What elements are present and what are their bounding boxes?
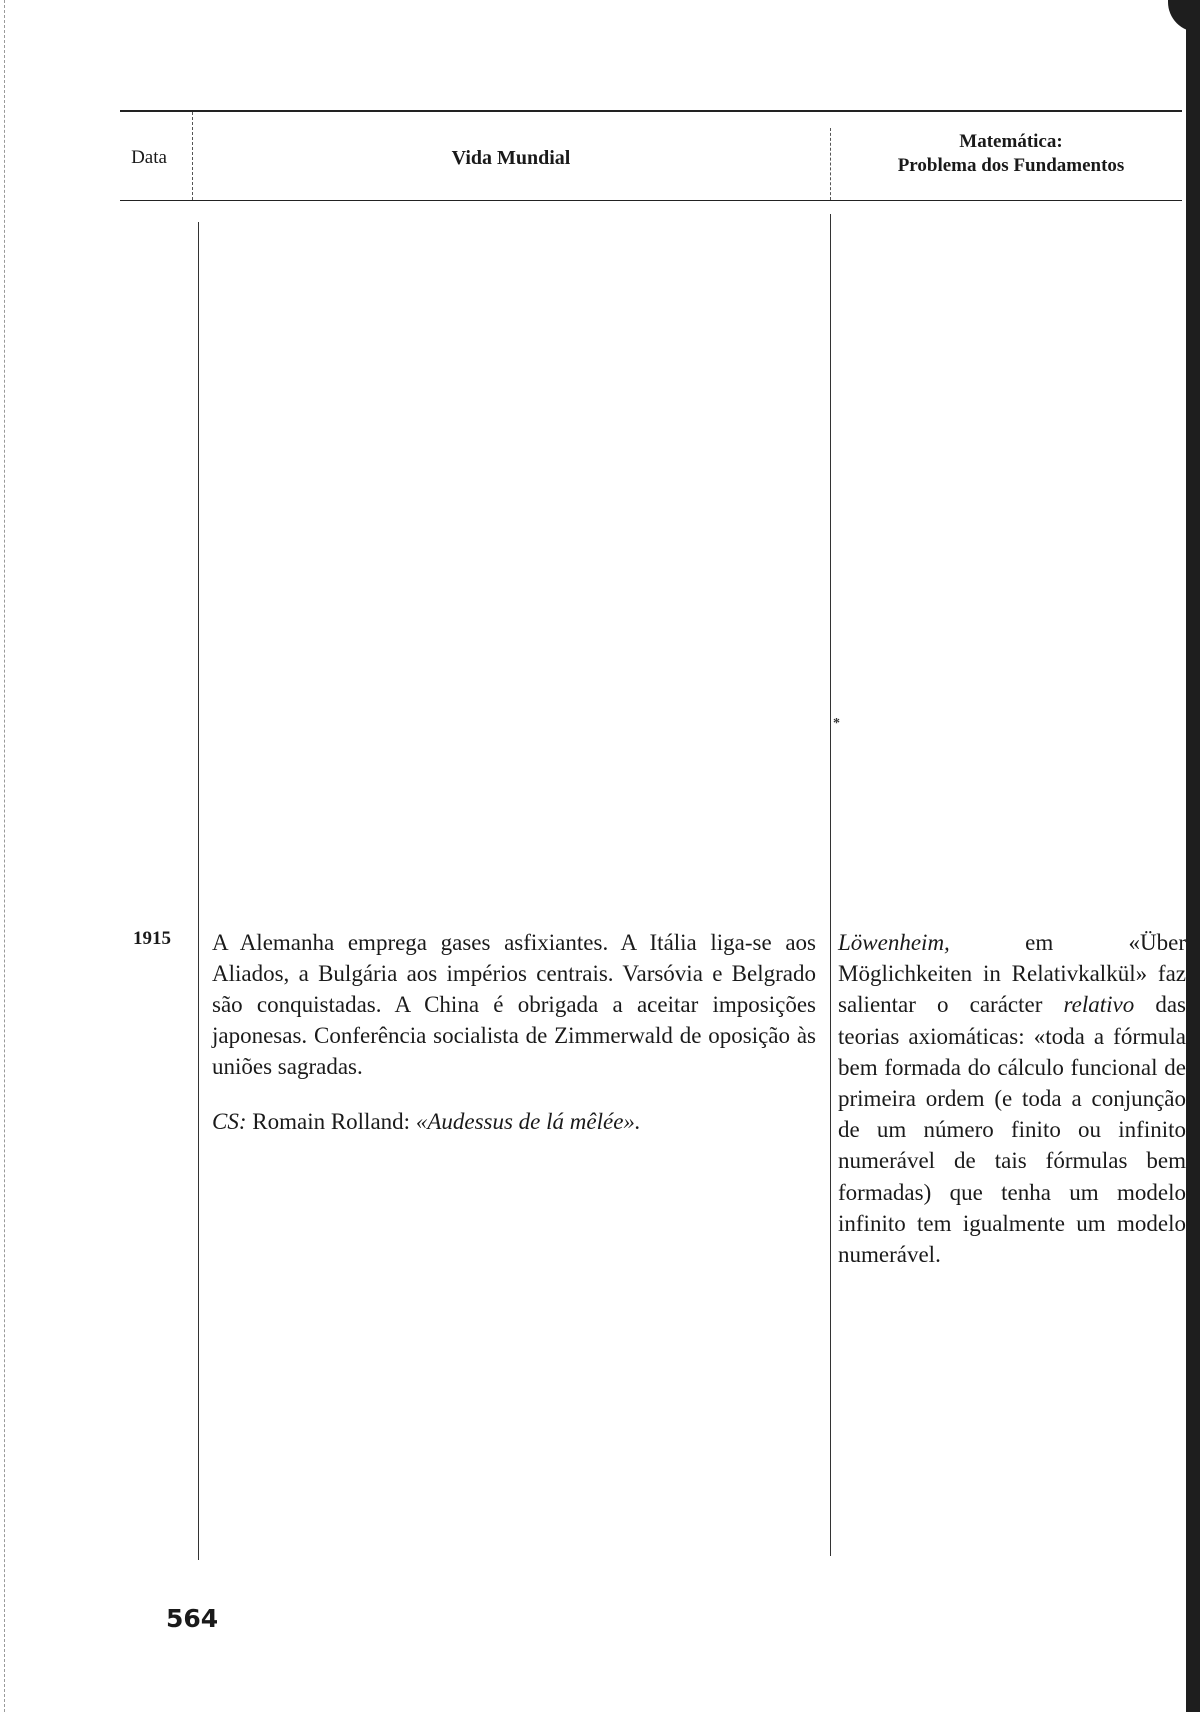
column-header-data: Data: [131, 147, 167, 168]
column-header-matematica-line1: Matemática:: [959, 131, 1063, 152]
page-number: 564: [166, 1604, 219, 1633]
header-bottom-rule: [120, 200, 1182, 201]
column-header-vida-mundial: Vida Mundial: [451, 147, 571, 169]
column-header-matematica: [836, 130, 1186, 178]
vida-paragraph: A Alemanha emprega gases asfixiantes. A Itália liga-se aos Aliados, a Bulgária aos impérios centrais. Varsóvia e Belgrado são conquistadas. A China é obrigada a aceitar imposições japonesas. Conferência socialista de Zimmerwald de oposição às uniões sagradas.: [212, 930, 816, 1079]
column-divider-mat: [830, 214, 831, 1556]
margin-mark: *: [833, 716, 840, 731]
cultural-note: [212, 1106, 816, 1137]
entry-year: 1915: [133, 928, 171, 949]
column-header-matematica-line2: Problema dos Fundamentos: [897, 155, 1125, 176]
mat-emphasis: relativo: [1063, 992, 1135, 1018]
vida-mundial-entry: [212, 927, 816, 1137]
cs-label: CS:: [212, 1109, 247, 1134]
header-top-rule: [120, 110, 1182, 112]
cs-author: Romain Rolland:: [252, 1109, 411, 1134]
cs-title: «Audessus de lá mêlée».: [415, 1109, 641, 1134]
mat-text-1: em «Über Möglichkeiten in Relativkalkül» faz salientar o carácter: [838, 930, 1186, 1018]
mat-author: Löwenheim,: [838, 930, 950, 955]
column-divider-mat-header: [830, 128, 831, 200]
page-left-edge: [4, 0, 6, 1712]
mat-text-2: das teorias axiomáticas: «toda a fórmula bem formada do cálculo funcional de primeira ordem (e toda a conjunção de um número finito ou infinito numerável de tais fórmulas bem formadas) que tenha um modelo infinito tem igualmente um modelo numerável.: [838, 992, 1186, 1268]
mat-paragraph: [838, 927, 1186, 1270]
column-divider-data: [198, 222, 199, 1560]
page-corner-shadow: [1168, 0, 1200, 32]
column-divider-data-header: [192, 112, 193, 200]
matematica-entry: [838, 927, 1186, 1270]
page-right-edge: [1186, 0, 1200, 1712]
